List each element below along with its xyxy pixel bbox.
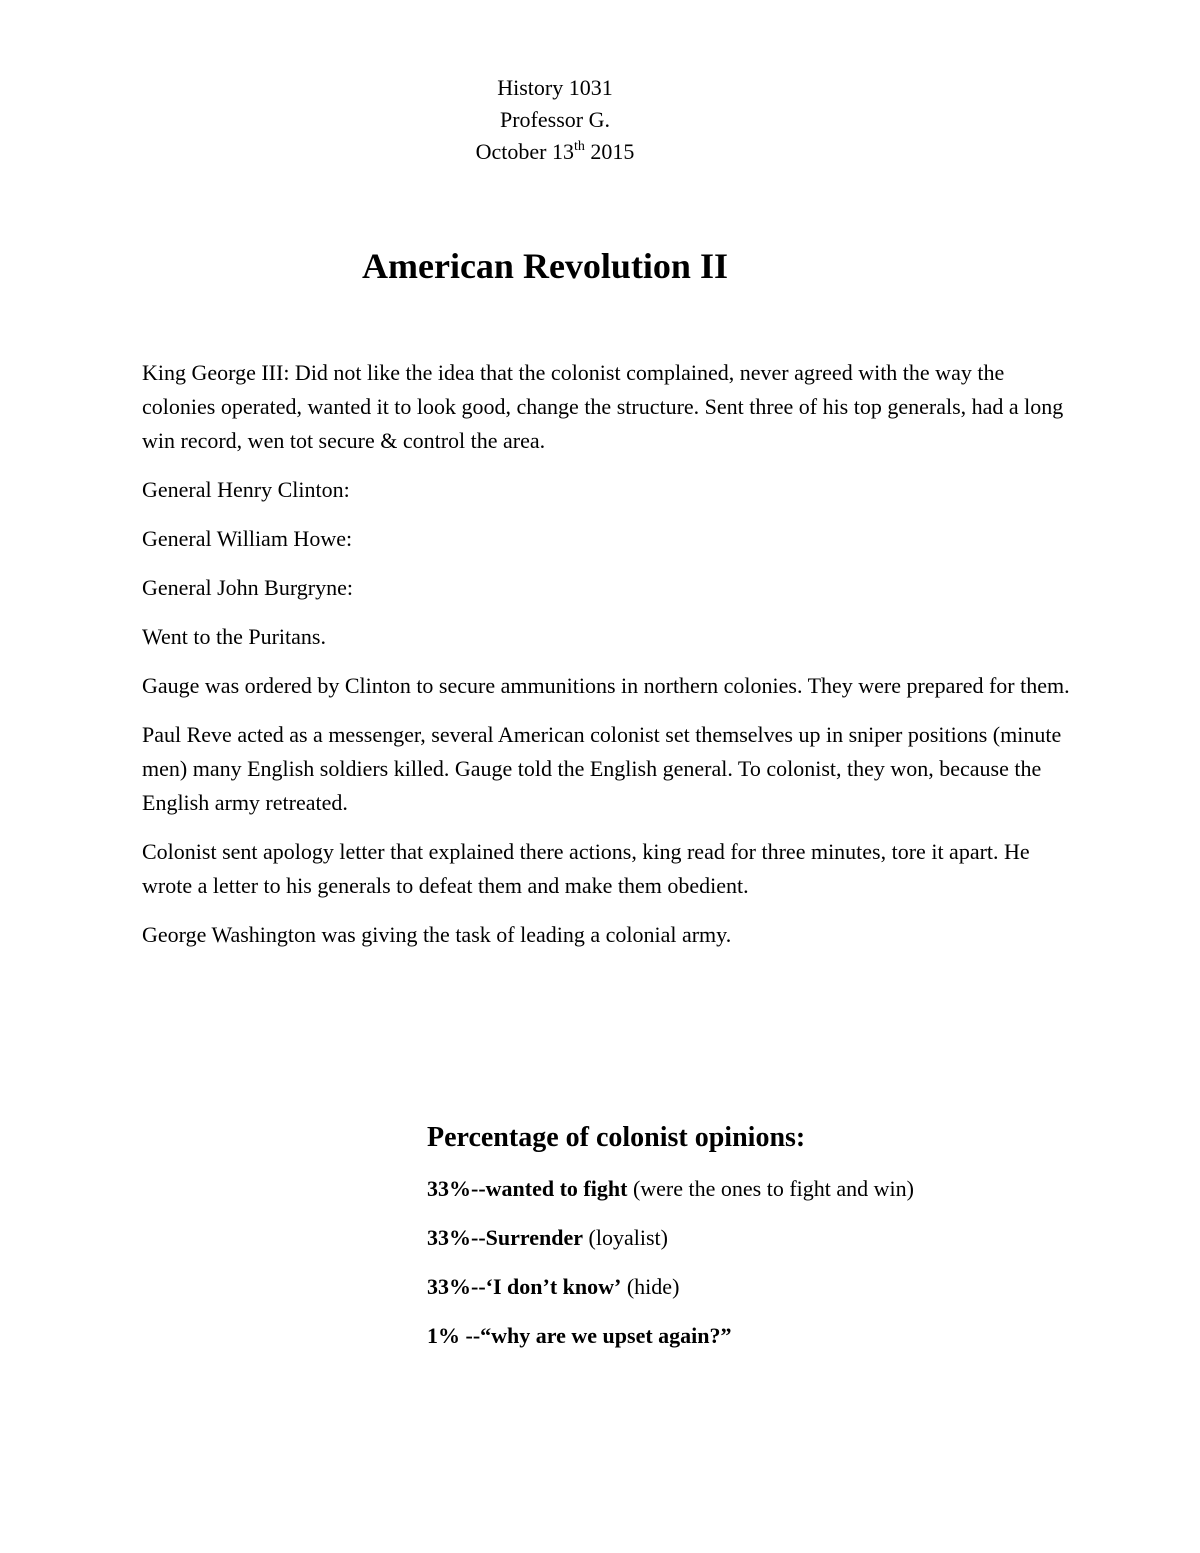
- date-year: 2015: [584, 139, 635, 164]
- document-body: [142, 356, 1072, 967]
- opinion-item: [427, 1319, 1127, 1353]
- opinion-item-label: 33%--wanted to fight: [427, 1176, 628, 1201]
- paragraph-general-burgryne: General John Burgryne:: [142, 575, 353, 600]
- paragraph-puritans: Went to the Puritans.: [142, 624, 326, 649]
- opinion-item: [427, 1221, 1127, 1255]
- opinion-item-label: 33%--‘I don’t know’: [427, 1274, 622, 1299]
- paragraph-washington: George Washington was giving the task of leading a colonial army.: [142, 922, 732, 947]
- paragraph-general-howe: General William Howe:: [142, 526, 353, 551]
- paragraph-gauge: Gauge was ordered by Clinton to secure ammunitions in northern colonies. They were prepared for them.: [142, 673, 1070, 698]
- opinion-item-label: 1% --“why are we upset again?”: [427, 1323, 732, 1348]
- opinion-item-label: 33%--Surrender: [427, 1225, 584, 1250]
- opinion-item: [427, 1270, 1127, 1304]
- date-line: [0, 136, 1110, 168]
- paragraph-paul-reve: Paul Reve acted as a messenger, several American colonist set themselves up in sniper positions (minute men) many English soldiers killed. Gauge told the English general. To colonist, they won, because the English army retreated.: [142, 722, 1062, 815]
- opinion-item-note: (hide): [621, 1274, 680, 1299]
- document-title: American Revolution II: [362, 246, 728, 286]
- professor-line: Professor G.: [500, 107, 610, 132]
- paragraph-king-george: King George III: Did not like the idea that the colonist complained, never agreed with the way the colonies operated, wanted it to look good, change the structure. Sent three of his top generals, had a long win record, wen tot secure & control the area.: [142, 360, 1064, 453]
- opinion-item-note: (were the ones to fight and win): [627, 1176, 914, 1201]
- date-ordinal-suffix: th: [573, 139, 585, 154]
- paragraph-general-clinton: General Henry Clinton:: [142, 477, 350, 502]
- document-header: [0, 72, 1110, 168]
- paragraph-apology-letter: Colonist sent apology letter that explained there actions, king read for three minutes, tore it apart. He wrote a letter to his generals to defeat them and make them obedient.: [142, 839, 1030, 898]
- opinions-section: [427, 1118, 1127, 1368]
- date-month-day: October 13: [475, 139, 574, 164]
- opinion-item-note: (loyalist): [583, 1225, 668, 1250]
- opinions-heading: Percentage of colonist opinions:: [427, 1122, 806, 1153]
- course-line: History 1031: [497, 75, 613, 100]
- opinion-item: [427, 1172, 1127, 1206]
